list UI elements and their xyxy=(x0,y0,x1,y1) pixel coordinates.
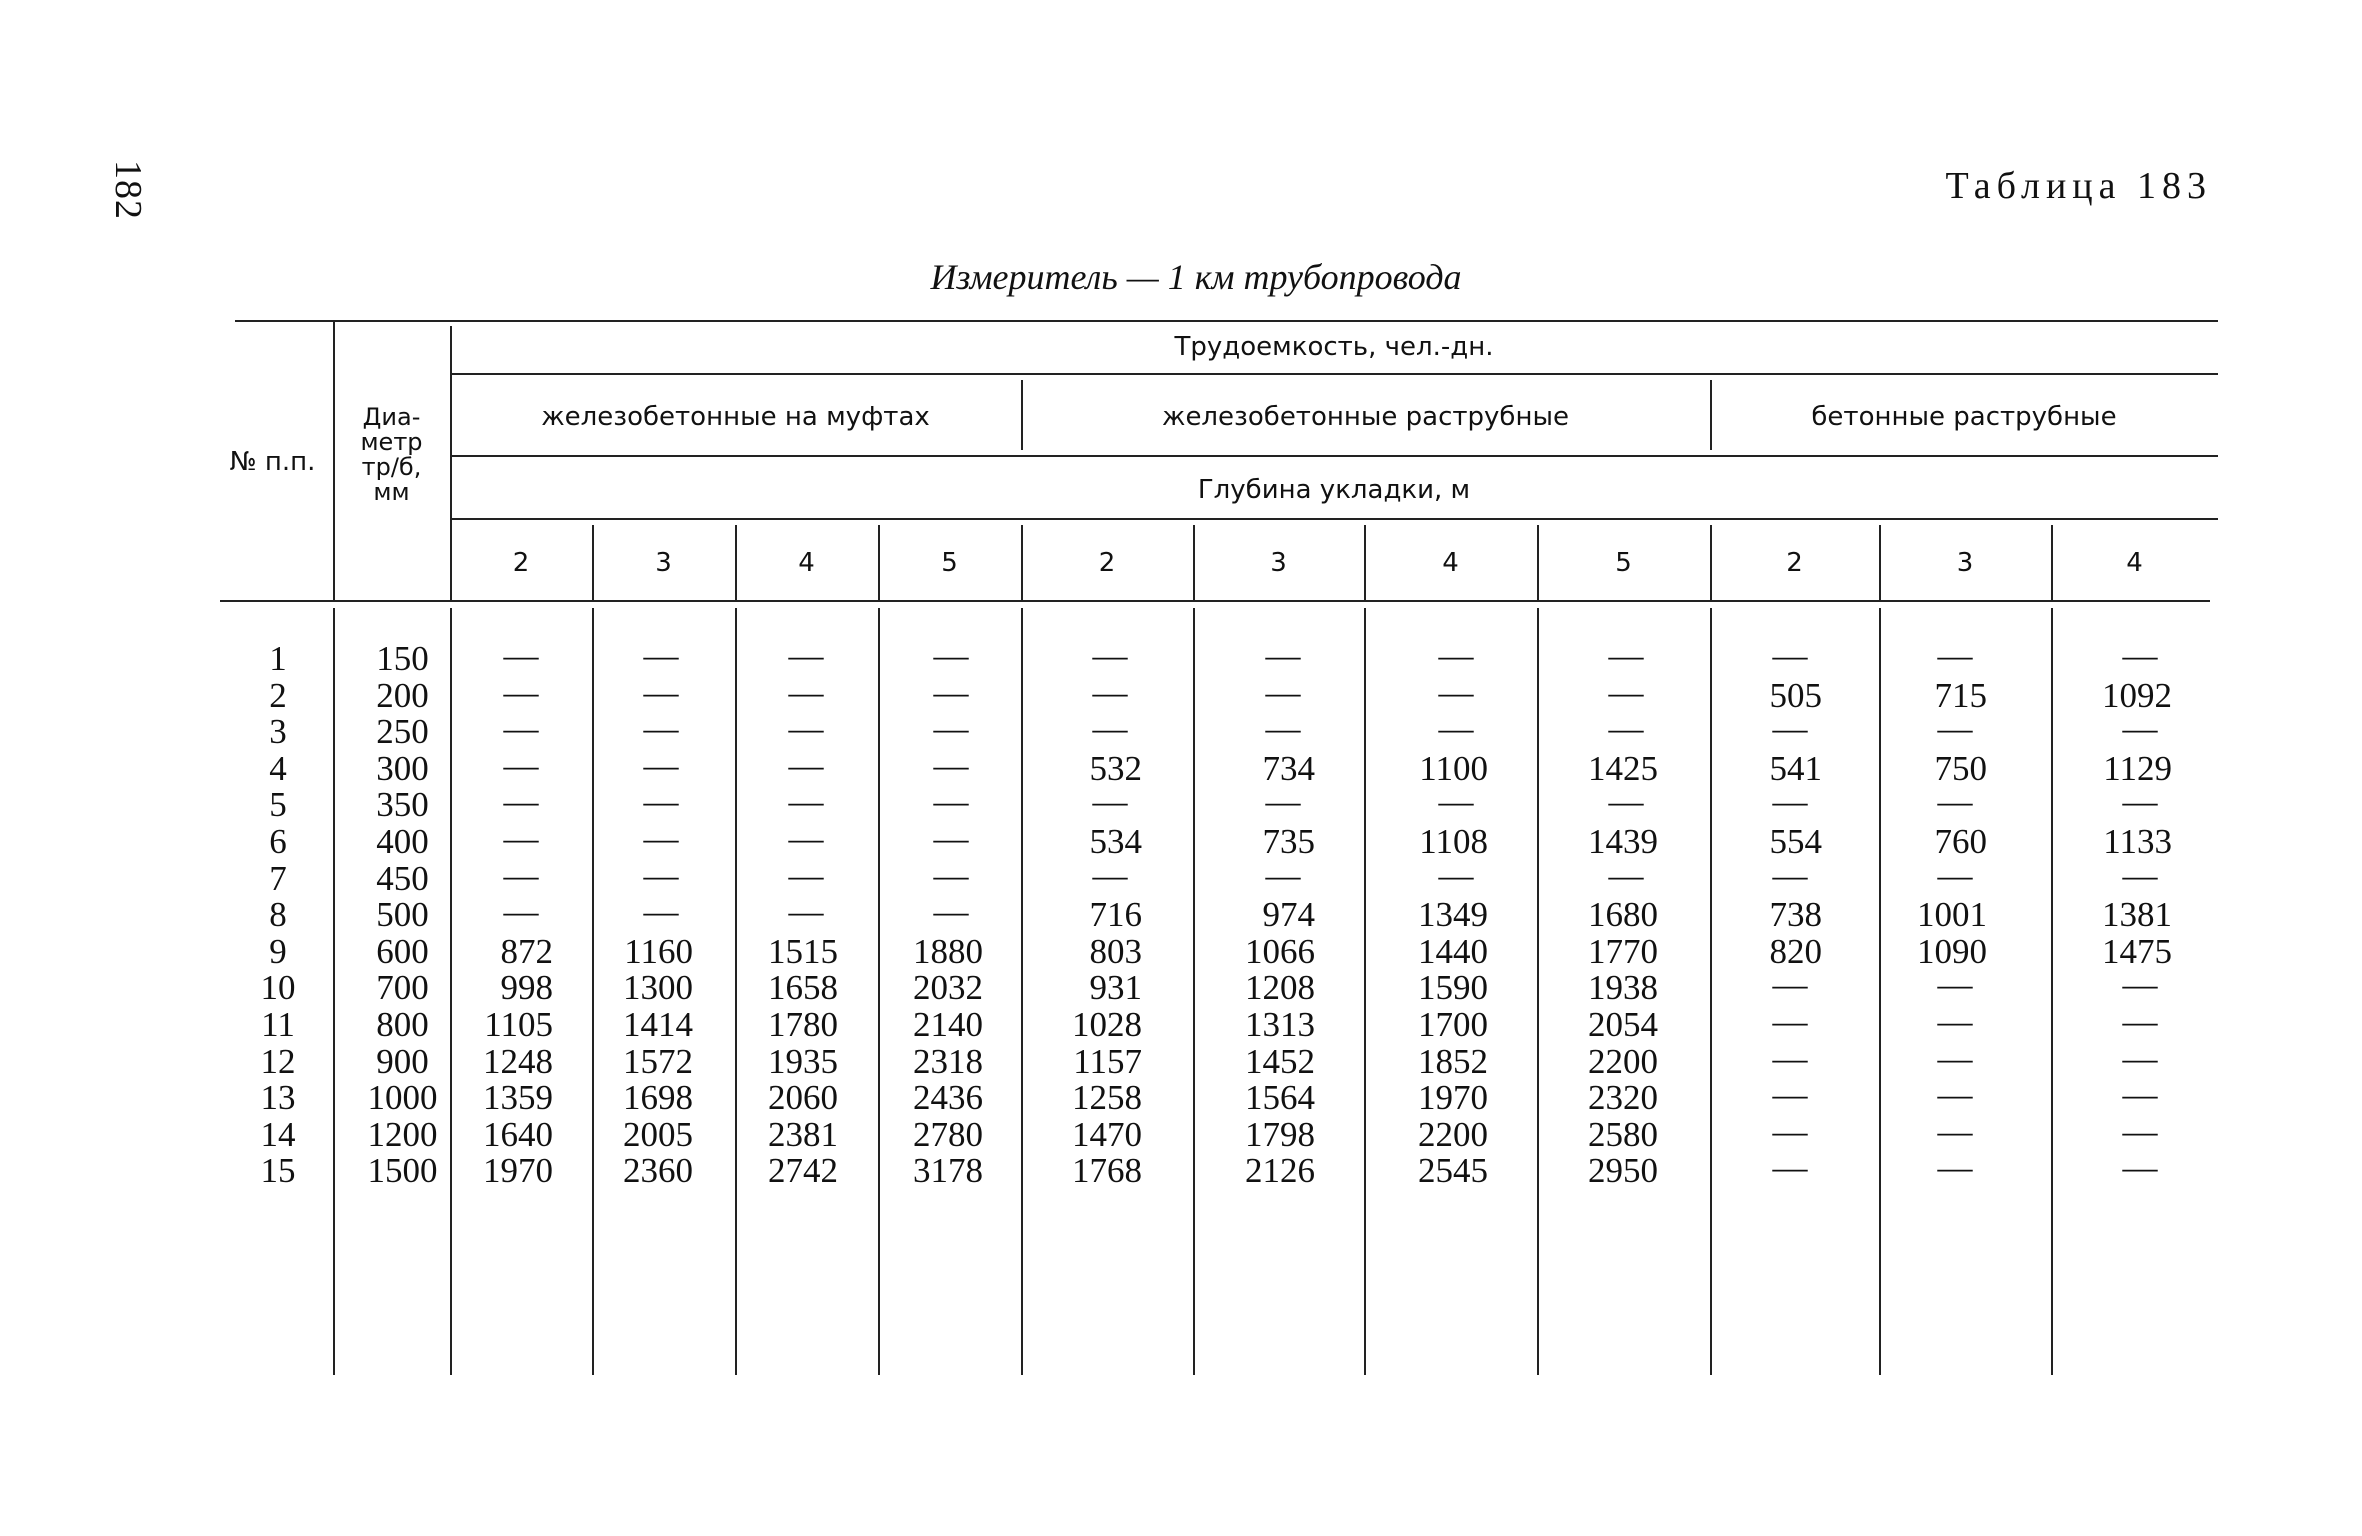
table-cell: — xyxy=(788,672,824,712)
table-cell: — xyxy=(1772,782,1808,822)
table-cell: 931 xyxy=(1089,968,1142,1008)
table-cell: — xyxy=(2122,855,2158,895)
table-cell: — xyxy=(1438,855,1474,895)
table-cell: 2318 xyxy=(913,1041,983,1081)
table-cell: — xyxy=(1438,636,1474,675)
table-cell: — xyxy=(1438,782,1474,822)
col-divider-body-7 xyxy=(1537,608,1539,1375)
header-group-1: железобетонные на муфтах xyxy=(541,402,930,432)
table-cell: — xyxy=(2122,1038,2158,1078)
table-cell: 532 xyxy=(1089,748,1142,788)
table-cell: 1515 xyxy=(768,931,838,971)
col-divider-body-9 xyxy=(1879,608,1881,1375)
table-cell: 1852 xyxy=(1418,1041,1488,1081)
table-cell: 2742 xyxy=(768,1151,838,1191)
table-cell: — xyxy=(1937,782,1973,822)
table-cell: 1590 xyxy=(1418,968,1488,1008)
row-diameter: 800 xyxy=(376,1005,429,1044)
table-cell: — xyxy=(1092,672,1128,712)
header-depth: Глубина укладки, м xyxy=(1197,475,1471,505)
table-cell: — xyxy=(2122,965,2158,1005)
table-cell: — xyxy=(503,855,539,895)
header-diameter-line: мм xyxy=(373,478,410,506)
table-cell: 2381 xyxy=(768,1114,838,1154)
table-cell: — xyxy=(643,892,679,932)
table-cell: 541 xyxy=(1769,748,1822,788)
table-cell: 2360 xyxy=(623,1151,693,1191)
table-cell: 1208 xyxy=(1245,968,1315,1008)
header-bottom-rule xyxy=(220,600,2210,602)
table-cell: 1938 xyxy=(1588,968,1658,1008)
table-cell: — xyxy=(788,782,824,822)
row-number: 10 xyxy=(260,968,296,1008)
row-diameter: 250 xyxy=(376,712,429,752)
header-depth-value: 2 xyxy=(1786,548,1803,578)
table-cell: 1658 xyxy=(768,968,838,1008)
rule-under-groups xyxy=(450,455,2218,457)
table-cell: — xyxy=(933,855,969,895)
table-cell: 1700 xyxy=(1418,1005,1488,1044)
table-cell: 803 xyxy=(1089,931,1142,971)
row-diameter: 350 xyxy=(376,785,429,825)
table-cell: — xyxy=(503,892,539,932)
table-cell: 1100 xyxy=(1419,748,1488,788)
row-diameter: 300 xyxy=(376,748,429,788)
table-cell: — xyxy=(2122,1148,2158,1188)
table-cell: — xyxy=(1937,709,1973,749)
table-cell: — xyxy=(933,709,969,749)
table-cell: — xyxy=(503,636,539,675)
table-cell: — xyxy=(933,892,969,932)
header-depth-value: 4 xyxy=(2126,548,2143,578)
table-cell: — xyxy=(1608,782,1644,822)
table-cell: — xyxy=(788,819,824,858)
table-cell: 1157 xyxy=(1073,1041,1142,1081)
table-cell: 715 xyxy=(1934,675,1987,715)
table-cell: 2005 xyxy=(623,1114,693,1154)
col-divider-body-4 xyxy=(1021,608,1023,1375)
row-number: 6 xyxy=(269,822,287,861)
table-cell: 1258 xyxy=(1072,1078,1142,1118)
col-divider-num-body xyxy=(333,608,335,1375)
table-cell: 2140 xyxy=(913,1005,983,1044)
col-divider-body-10 xyxy=(2051,608,2053,1375)
row-number: 8 xyxy=(269,895,287,935)
table-cell: — xyxy=(788,855,824,895)
table-cell: 1425 xyxy=(1588,748,1658,788)
measure-caption: Измеритель — 1 км трубопровода xyxy=(930,257,1462,297)
table-cell: 750 xyxy=(1934,748,1987,788)
header-depth-value: 2 xyxy=(1098,548,1116,578)
table-cell: — xyxy=(1092,855,1128,895)
header-labor: Трудоемкость, чел.-дн. xyxy=(1174,332,1494,362)
table-cell: 1970 xyxy=(1418,1078,1488,1118)
col-divider-body-5 xyxy=(1193,608,1195,1375)
table-cell: 1359 xyxy=(483,1078,553,1118)
table-cell: — xyxy=(1438,672,1474,712)
table-cell: 554 xyxy=(1769,822,1822,861)
table-cell: 2200 xyxy=(1588,1041,1658,1081)
table-cell: — xyxy=(503,782,539,822)
table-cell: 1105 xyxy=(484,1005,553,1044)
row-diameter: 1000 xyxy=(367,1078,438,1118)
table-cell: 1970 xyxy=(483,1151,553,1191)
header-depth-value: 2 xyxy=(512,548,530,578)
table-cell: 1798 xyxy=(1245,1114,1315,1154)
table-cell: — xyxy=(933,745,969,785)
table-cell: — xyxy=(1772,1075,1808,1115)
table-cell: — xyxy=(1092,709,1128,749)
table-cell: 1640 xyxy=(483,1114,553,1154)
table-cell: — xyxy=(503,745,539,785)
row-number: 2 xyxy=(269,675,287,715)
table-cell: 1768 xyxy=(1072,1151,1142,1191)
table-cell: 2126 xyxy=(1245,1151,1315,1191)
table-cell: 716 xyxy=(1089,895,1142,935)
table-cell: — xyxy=(2122,782,2158,822)
table-cell: — xyxy=(933,782,969,822)
table-cell: — xyxy=(1772,1002,1808,1041)
page-number: 182 xyxy=(107,160,149,220)
table-title: Таблица 183 xyxy=(1945,165,2212,207)
header-depth-value: 3 xyxy=(655,548,672,578)
header-depth-value: 5 xyxy=(941,548,958,578)
table-cell: — xyxy=(1937,1111,1973,1151)
header-depth-value: 3 xyxy=(1270,548,1287,578)
table-cell: — xyxy=(1772,1111,1808,1151)
table-cell: — xyxy=(1265,782,1301,822)
table-cell: 738 xyxy=(1769,895,1822,935)
table-cell: — xyxy=(1092,636,1128,675)
table-cell: — xyxy=(1937,1075,1973,1115)
table-cell: 1475 xyxy=(2102,931,2172,971)
table-cell: — xyxy=(933,636,969,675)
table-cell: — xyxy=(1608,672,1644,712)
table-cell: — xyxy=(1265,855,1301,895)
table-cell: — xyxy=(788,709,824,749)
table-cell: — xyxy=(1772,1148,1808,1188)
table-cell: — xyxy=(643,636,679,675)
table-cell: 2054 xyxy=(1588,1005,1658,1044)
header-diameter-line: Диа- xyxy=(362,403,421,431)
table-cell: 872 xyxy=(500,931,553,971)
table-cell: — xyxy=(1772,636,1808,675)
header-depth-value: 5 xyxy=(1615,548,1632,578)
table-cell: — xyxy=(1772,709,1808,749)
table-cell: 2580 xyxy=(1588,1114,1658,1154)
table-cell: — xyxy=(643,672,679,712)
table-cell: 1440 xyxy=(1418,931,1488,971)
table-cell: 1572 xyxy=(623,1041,693,1081)
rule-under-labor xyxy=(450,373,2218,375)
table-cell: — xyxy=(1772,1038,1808,1078)
table-cell: 1129 xyxy=(2103,748,2172,788)
table-cell: — xyxy=(1937,1002,1973,1041)
table-cell: — xyxy=(1265,636,1301,675)
row-number: 4 xyxy=(269,748,287,788)
col-divider-body-6 xyxy=(1364,608,1366,1375)
table-cell: — xyxy=(643,782,679,822)
table-cell: 1770 xyxy=(1588,931,1658,971)
table-cell: — xyxy=(1608,636,1644,675)
table-cell: — xyxy=(788,892,824,932)
row-number: 3 xyxy=(269,712,287,752)
table-cell: — xyxy=(2122,1002,2158,1041)
table-cell: 1160 xyxy=(624,931,693,971)
table-cell: — xyxy=(503,709,539,749)
row-diameter: 500 xyxy=(376,895,429,935)
row-diameter: 1200 xyxy=(367,1114,438,1154)
row-diameter: 400 xyxy=(376,822,429,861)
table-cell: 1564 xyxy=(1245,1078,1315,1118)
table-cell: 505 xyxy=(1769,675,1822,715)
table-cell: — xyxy=(1937,855,1973,895)
table-cell: 1680 xyxy=(1588,895,1658,935)
table-cell: — xyxy=(1772,965,1808,1005)
table-cell: — xyxy=(1772,855,1808,895)
table-cell: — xyxy=(643,819,679,858)
row-number: 9 xyxy=(269,931,287,971)
row-diameter: 600 xyxy=(376,931,429,971)
table-cell: — xyxy=(2122,1075,2158,1115)
table-cell: 1698 xyxy=(623,1078,693,1118)
table-cell: 2200 xyxy=(1418,1114,1488,1154)
row-number: 13 xyxy=(260,1078,296,1118)
table-cell: 760 xyxy=(1934,822,1987,861)
table-cell: — xyxy=(933,819,969,858)
table-cell: 2032 xyxy=(913,968,983,1008)
row-diameter: 150 xyxy=(376,639,429,678)
col-divider-body-8 xyxy=(1710,608,1712,1375)
table-cell: — xyxy=(2122,1111,2158,1151)
table-cell: 2320 xyxy=(1588,1078,1658,1118)
header-depth-value: 4 xyxy=(798,548,815,578)
row-number: 1 xyxy=(269,639,287,678)
row-diameter: 700 xyxy=(376,968,429,1008)
table-cell: — xyxy=(1937,636,1973,675)
table-cell: — xyxy=(933,672,969,712)
header-group-3: бетонные раструбные xyxy=(1811,402,2117,432)
table-cell: — xyxy=(2122,636,2158,675)
header-diameter-line: метр xyxy=(360,428,423,456)
table-cell: — xyxy=(1092,782,1128,822)
table-cell: 1470 xyxy=(1072,1114,1142,1154)
table-cell: — xyxy=(503,819,539,858)
table-cell: — xyxy=(2122,709,2158,749)
table-cell: — xyxy=(643,745,679,785)
table-cell: — xyxy=(1265,672,1301,712)
table-cell: 2545 xyxy=(1418,1151,1488,1191)
table-cell: — xyxy=(1608,855,1644,895)
table-cell: 1313 xyxy=(1245,1005,1315,1044)
table-cell: 1092 xyxy=(2102,675,2172,715)
table-cell: 2780 xyxy=(913,1114,983,1154)
table-cell: — xyxy=(643,855,679,895)
row-diameter: 200 xyxy=(376,675,429,715)
table-cell: — xyxy=(1608,709,1644,749)
row-number: 5 xyxy=(269,785,287,825)
table-cell: 734 xyxy=(1262,748,1315,788)
row-diameter: 450 xyxy=(376,858,429,898)
table-cell: 1066 xyxy=(1245,931,1315,971)
table-cell: 1248 xyxy=(483,1041,553,1081)
row-diameter: 1500 xyxy=(367,1151,438,1191)
table-cell: 1935 xyxy=(768,1041,838,1081)
header-diameter-line: тр/б, xyxy=(361,453,422,481)
table-cell: 1780 xyxy=(768,1005,838,1044)
row-number: 12 xyxy=(260,1041,296,1081)
table-cell: — xyxy=(1438,709,1474,749)
table-cell: 1090 xyxy=(1917,931,1987,971)
table-cell: — xyxy=(788,745,824,785)
table-cell: — xyxy=(788,636,824,675)
table-cell: 2436 xyxy=(913,1078,983,1118)
table-cell: — xyxy=(643,709,679,749)
row-number: 11 xyxy=(261,1005,295,1044)
table-cell: 735 xyxy=(1262,822,1315,861)
table-cell: — xyxy=(1937,1148,1973,1188)
table-cell: 1133 xyxy=(2103,822,2172,861)
table-cell: 1880 xyxy=(913,931,983,971)
row-number: 7 xyxy=(269,858,287,898)
header-row-number: № п.п. xyxy=(229,447,316,477)
table-cell: 1108 xyxy=(1419,822,1488,861)
table-cell: 974 xyxy=(1262,895,1315,935)
rule-under-depth-label xyxy=(450,518,2218,520)
table-cell: 3178 xyxy=(913,1151,983,1191)
row-number: 15 xyxy=(260,1151,296,1191)
table-cell: 998 xyxy=(500,968,553,1008)
table-cell: 534 xyxy=(1089,822,1142,861)
table-cell: 1452 xyxy=(1245,1041,1315,1081)
table-cell: 2060 xyxy=(768,1078,838,1118)
table-cell: 1349 xyxy=(1418,895,1488,935)
table-cell: — xyxy=(1937,965,1973,1005)
table-cell: 820 xyxy=(1769,931,1822,971)
header-depth-value: 4 xyxy=(1442,548,1459,578)
table-cell: — xyxy=(1265,709,1301,749)
table-cell: 1028 xyxy=(1072,1005,1142,1044)
table-cell: 1439 xyxy=(1588,822,1658,861)
header-depth-value: 3 xyxy=(1956,548,1974,578)
table-cell: 1001 xyxy=(1917,895,1987,935)
table-cell: 2950 xyxy=(1588,1151,1658,1191)
table-cell: — xyxy=(503,672,539,712)
table-cell: 1381 xyxy=(2102,895,2172,935)
table-cell: 1300 xyxy=(623,968,693,1008)
row-number: 14 xyxy=(260,1114,296,1154)
header-group-2: железобетонные раструбные xyxy=(1162,402,1569,432)
table-cell: 1414 xyxy=(623,1005,693,1044)
table-cell: — xyxy=(1937,1038,1973,1078)
row-diameter: 900 xyxy=(376,1041,429,1081)
table-top-rule xyxy=(235,320,2218,322)
